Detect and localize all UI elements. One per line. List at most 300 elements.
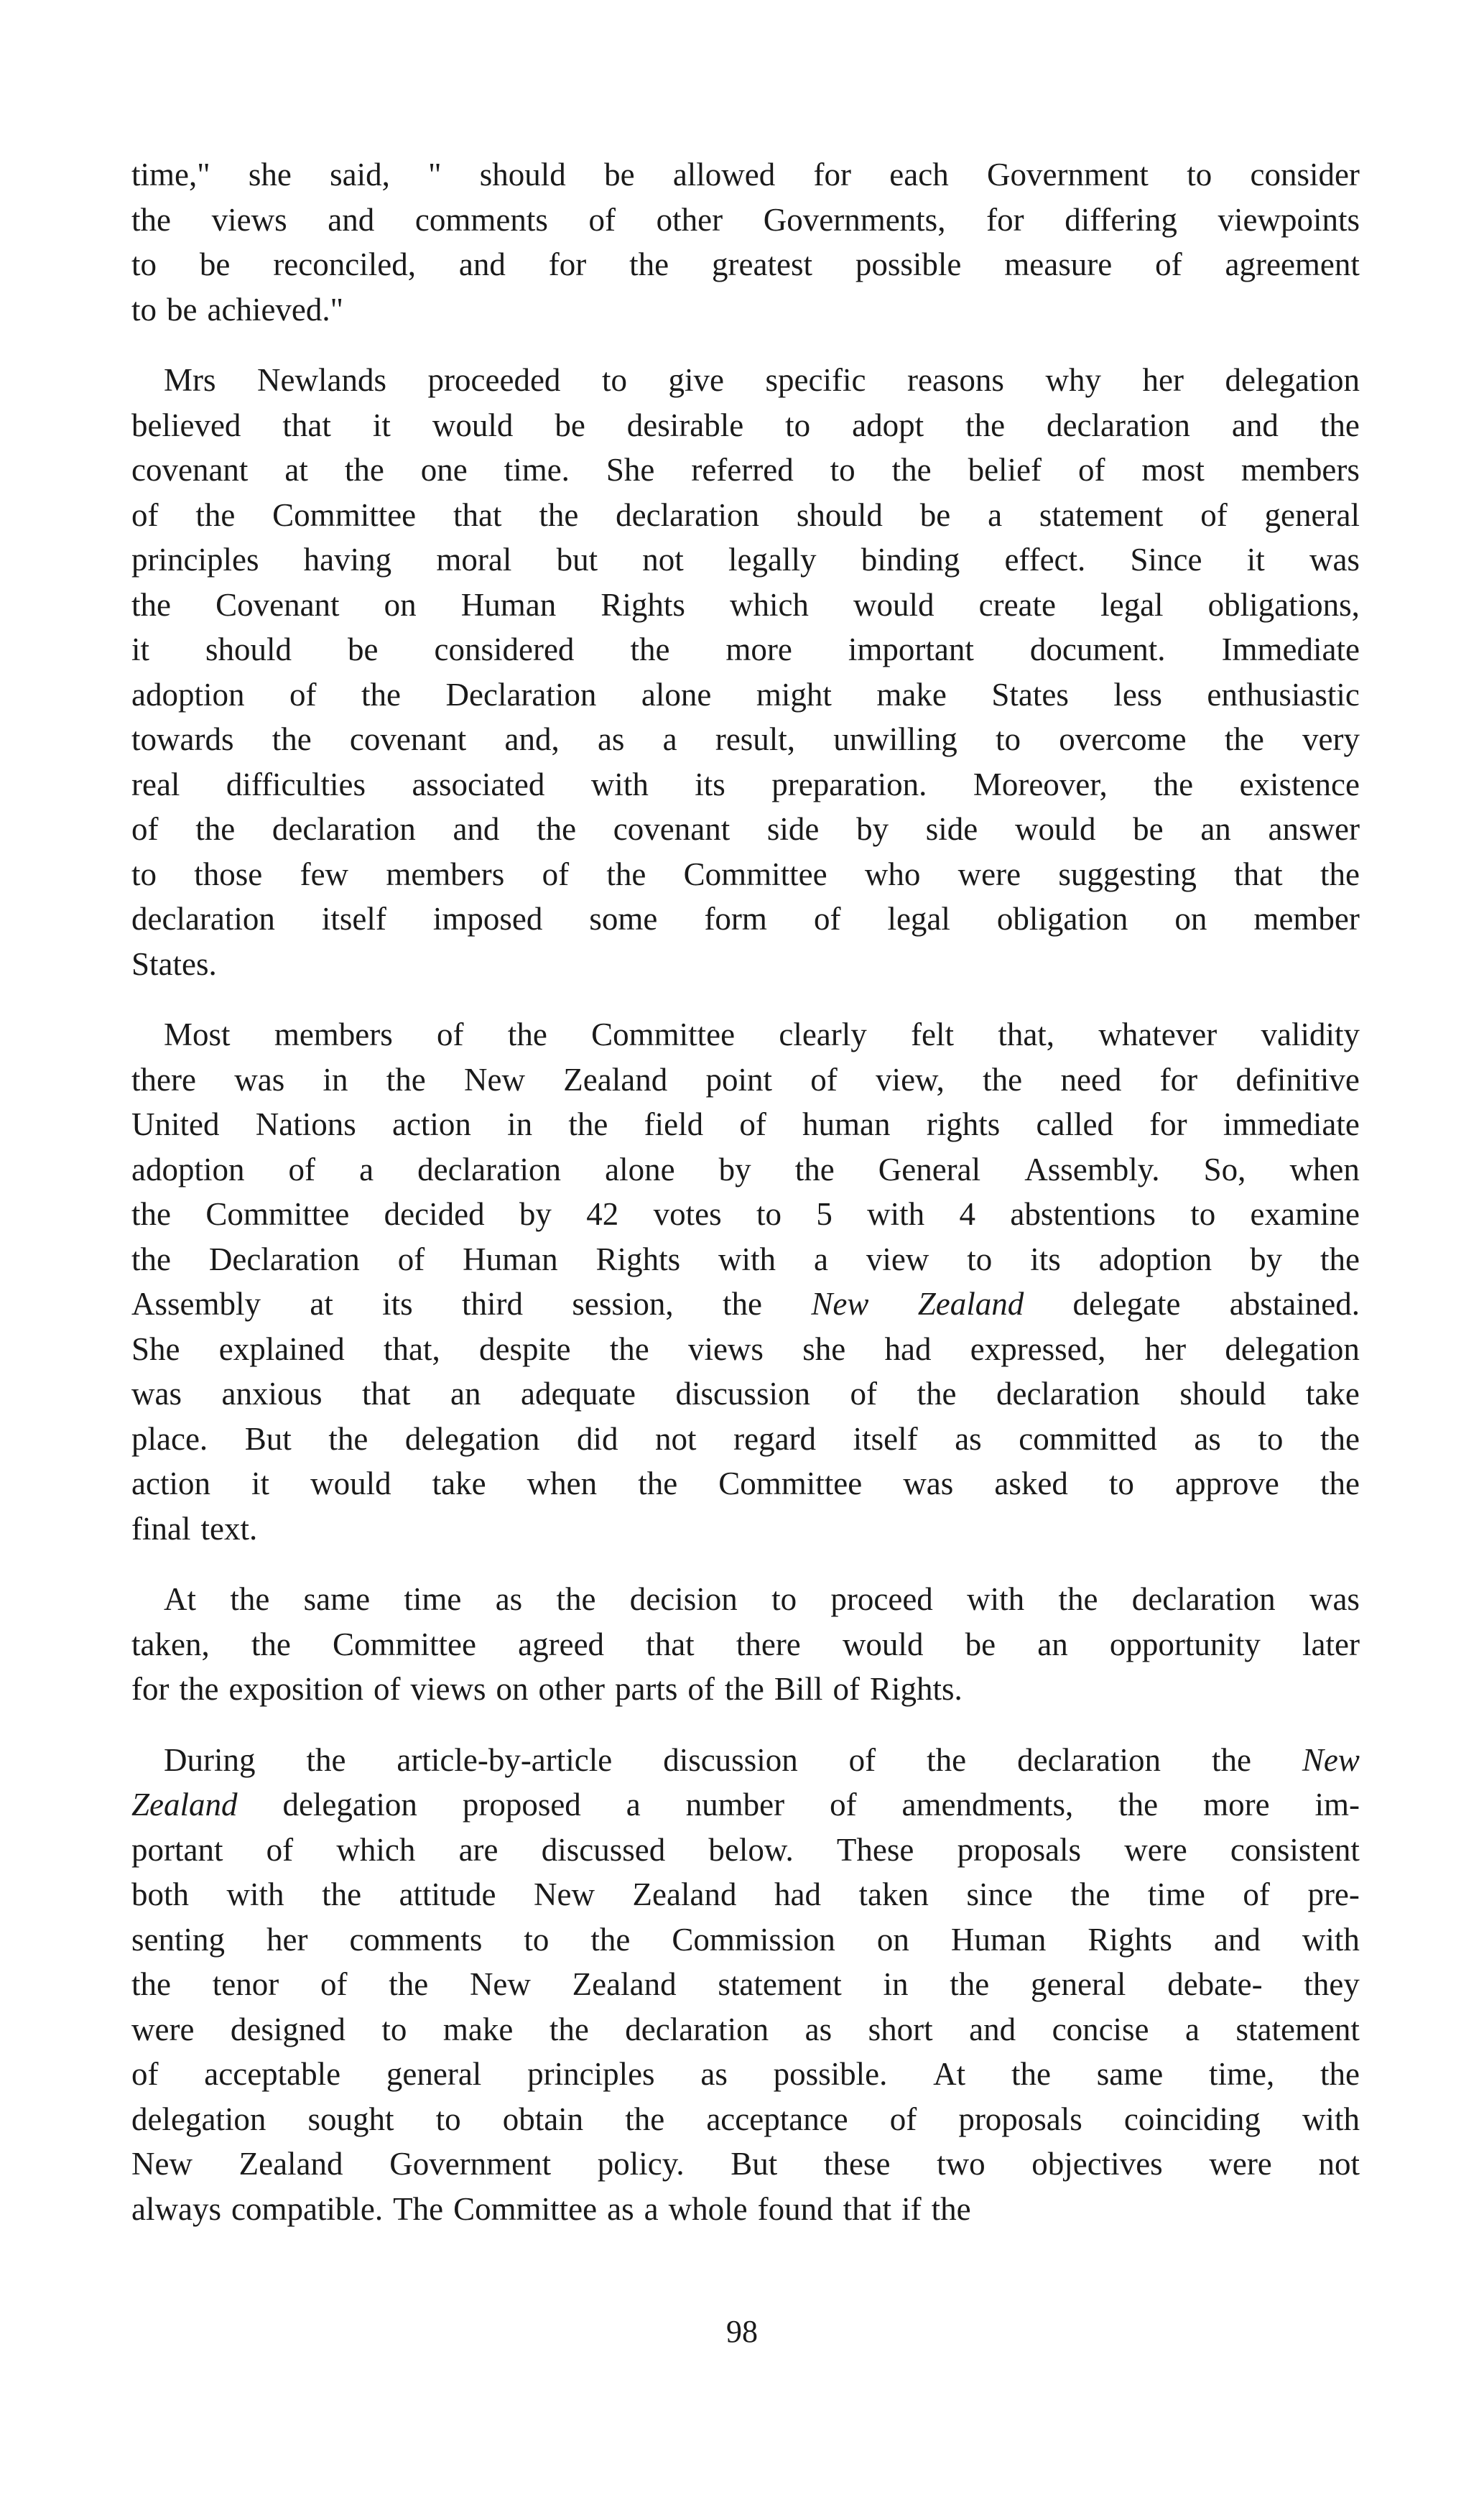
word: the [1118, 1787, 1159, 1823]
word: of [833, 1671, 860, 1707]
word: her [1144, 1330, 1187, 1367]
word: United [131, 1106, 220, 1142]
word: short [868, 2011, 933, 2047]
word: the [179, 1671, 219, 1707]
word: These [836, 1831, 914, 1868]
word: to [830, 452, 855, 488]
word: final [131, 1510, 191, 1547]
word: be [348, 631, 379, 667]
word: there [736, 1626, 801, 1662]
word: decided [384, 1196, 485, 1232]
word: as [700, 2056, 728, 2092]
text-line [131, 1962, 1360, 2007]
word: its [382, 1286, 413, 1322]
word: alone [605, 1151, 675, 1187]
word: by [718, 1151, 751, 1187]
word: of [1077, 452, 1105, 488]
word: on [876, 1921, 909, 1958]
word: New [469, 1966, 531, 2002]
word: by [856, 811, 889, 847]
text-line [131, 807, 1360, 852]
word: statement [1235, 2011, 1360, 2047]
word: make [442, 2011, 514, 2047]
word: these [823, 2146, 891, 2182]
word: a [1185, 2011, 1200, 2047]
word: of [542, 856, 570, 892]
word: if [901, 2190, 922, 2227]
word: which [336, 1831, 416, 1868]
word: She [606, 452, 655, 488]
word: suggesting [1058, 856, 1197, 892]
word: allowed [672, 157, 776, 193]
word: specific [765, 362, 866, 398]
word: the [965, 407, 1006, 443]
text-line [131, 1738, 1360, 1783]
word: Since [1130, 542, 1202, 578]
text-line [131, 152, 1360, 198]
word: preparation. [771, 766, 927, 802]
word: unwilling [833, 721, 957, 757]
word: proposed [462, 1787, 581, 1823]
word: the [131, 1196, 171, 1232]
word: Most [164, 1017, 231, 1052]
word: to [1258, 1420, 1284, 1457]
word: declaration [625, 2011, 769, 2047]
word: said, [330, 157, 390, 193]
word: Government [986, 157, 1149, 193]
word: the [1211, 1741, 1251, 1778]
word: binding [861, 542, 960, 578]
word: a [662, 721, 677, 757]
word: adoption [131, 676, 245, 713]
word: Newlands [257, 362, 387, 398]
word: covenant [613, 811, 731, 847]
word: as [804, 2011, 833, 2047]
word: discussion [675, 1376, 810, 1412]
word: consistent [1230, 1831, 1360, 1868]
word: as [607, 2190, 634, 2227]
word: 5 [816, 1196, 833, 1232]
word: take [1305, 1376, 1360, 1412]
word: were [957, 856, 1021, 892]
word: portant [131, 1831, 223, 1868]
word: itself [853, 1420, 918, 1457]
word: tenor [212, 1966, 279, 2002]
word: the [537, 811, 577, 847]
word: concise [1052, 2011, 1149, 2047]
word: New [464, 1061, 526, 1098]
word: legal [887, 901, 950, 937]
word: New [534, 1876, 595, 1912]
word: the [195, 496, 236, 533]
word: an [1200, 811, 1231, 847]
text-line [131, 2141, 1360, 2187]
word: the [638, 1466, 678, 1501]
word: would [432, 407, 514, 443]
paragraph [131, 358, 1360, 986]
word: side [925, 811, 978, 847]
word: should [479, 157, 566, 193]
word: difficulties [226, 766, 366, 802]
word: moral [436, 542, 512, 578]
word: her [266, 1921, 308, 1958]
word: approve [1174, 1466, 1279, 1501]
word: rights [926, 1106, 1001, 1142]
word: to [524, 1921, 549, 1958]
word: they [1304, 1966, 1360, 2002]
word: for [1159, 1061, 1198, 1098]
word: a [359, 1151, 374, 1187]
word: one [420, 452, 468, 488]
word: to [131, 291, 157, 328]
word: to [131, 856, 157, 892]
word: sought [307, 2101, 394, 2137]
word: take [432, 1466, 486, 1501]
word: an [450, 1376, 481, 1412]
word: possible. [773, 2056, 888, 2092]
word: it [372, 407, 391, 443]
word: be [555, 407, 585, 443]
word: on [496, 1671, 529, 1707]
word: to [995, 721, 1021, 757]
word: as [1194, 1420, 1221, 1457]
word: was [903, 1466, 954, 1501]
word: of [131, 2056, 159, 2092]
word: time," [131, 157, 210, 193]
word: the [344, 452, 384, 488]
word: were [131, 2011, 195, 2047]
word: im- [1314, 1787, 1360, 1823]
word: an [1037, 1626, 1068, 1662]
word: to [131, 246, 157, 282]
text-line [131, 403, 1360, 448]
word [1302, 1738, 1360, 1783]
word: a [988, 496, 1003, 533]
word: two [937, 2146, 986, 2182]
word: declaration [1017, 1741, 1161, 1778]
word: most [1141, 452, 1205, 488]
word: with [1302, 2101, 1360, 2137]
word: discussion [663, 1741, 798, 1778]
word: with [590, 766, 649, 802]
word: Moreover, [973, 766, 1108, 802]
word: with [226, 1876, 284, 1912]
text-line [131, 627, 1360, 672]
word: Covenant [215, 586, 340, 623]
word: adoption [1098, 1241, 1212, 1277]
word [131, 1782, 238, 1828]
word: the [1320, 1420, 1360, 1457]
word: votes [653, 1196, 722, 1232]
word: the [625, 2101, 665, 2137]
word: At [933, 2056, 966, 2092]
word: more [1203, 1787, 1270, 1823]
word: the [1320, 2056, 1360, 2092]
word: the [917, 1376, 957, 1412]
text-line [131, 1147, 1360, 1193]
text-line [131, 2052, 1360, 2097]
text-line [131, 448, 1360, 493]
text-line [131, 1577, 1360, 1622]
word: delegation [282, 1787, 417, 1823]
word: proceeded [427, 362, 561, 398]
word: New [131, 2146, 193, 2182]
word: not [642, 542, 684, 578]
text-line [131, 1237, 1360, 1282]
word: abstentions [1010, 1196, 1156, 1232]
word: would [853, 586, 935, 623]
text-line [131, 2007, 1360, 2052]
word: comments [349, 1921, 483, 1958]
word: Human [950, 1921, 1047, 1958]
text-line [131, 1506, 1360, 1552]
word: the [629, 246, 669, 282]
text-line [131, 287, 1360, 333]
word: policy. [597, 2146, 685, 2182]
word: declaration [1131, 1581, 1276, 1617]
word: give [668, 362, 724, 398]
word: taken [858, 1876, 929, 1912]
word: obtain [502, 2101, 584, 2137]
word: delegation [404, 1420, 540, 1457]
word: very [1302, 721, 1360, 757]
word: the [361, 676, 401, 713]
word: of [830, 1787, 857, 1823]
word: differing [1065, 201, 1177, 238]
word: Committee [591, 1017, 736, 1052]
word: field [644, 1106, 704, 1142]
word: to [435, 2101, 461, 2137]
word: a [813, 1241, 828, 1277]
document-body [131, 152, 1360, 2257]
word: decision [629, 1581, 738, 1617]
word: the [724, 1671, 764, 1707]
word: there [131, 1061, 196, 1098]
word: The [393, 2190, 444, 2227]
word: at [310, 1286, 333, 1322]
word: the [131, 201, 171, 238]
word: time [1147, 1876, 1205, 1912]
word: would [310, 1466, 391, 1501]
text-line [131, 717, 1360, 762]
word: and [1213, 1921, 1261, 1958]
word: called [1036, 1106, 1113, 1142]
word: imposed [432, 901, 543, 937]
text-line [131, 1192, 1360, 1237]
text-line [131, 1012, 1360, 1057]
word: found [757, 2190, 833, 2227]
word: the [507, 1017, 547, 1052]
word: would [1014, 811, 1096, 847]
word: the [195, 811, 236, 847]
word: principles [131, 542, 259, 578]
word: the [1011, 2056, 1051, 2092]
word: was [1309, 542, 1360, 578]
word: of [1243, 1876, 1270, 1912]
text-line [131, 1327, 1360, 1372]
text-line [131, 1461, 1360, 1506]
word: the [322, 1876, 362, 1912]
word: But [731, 2146, 778, 2182]
word: the [630, 631, 670, 667]
word: action [131, 1466, 210, 1501]
word: having [303, 542, 392, 578]
word: document. [1029, 631, 1166, 667]
word: towards [131, 721, 234, 757]
word: of [320, 1966, 348, 2002]
word: comments [414, 201, 548, 238]
word: amendments, [901, 1787, 1074, 1823]
word: Governments, [763, 201, 946, 238]
word: article-by-article [396, 1741, 613, 1778]
word: a [644, 2190, 659, 2227]
word: the [1154, 766, 1194, 802]
word: explained [218, 1330, 345, 1367]
word: for [131, 1671, 170, 1707]
word: on [384, 586, 417, 623]
word: that [646, 1626, 695, 1662]
word: later [1302, 1626, 1360, 1662]
word: to [771, 1581, 797, 1617]
word: reconciled, [273, 246, 416, 282]
word: less [1113, 676, 1162, 713]
paragraph [131, 152, 1360, 332]
word: the [1058, 1581, 1098, 1617]
text-line [131, 1371, 1360, 1417]
word [918, 1282, 1024, 1327]
word: validity [1261, 1017, 1360, 1052]
word: be [604, 157, 635, 193]
word: She [131, 1330, 180, 1367]
word: need [1060, 1061, 1122, 1098]
word: clearly [779, 1017, 867, 1052]
word: declaration [1047, 407, 1190, 443]
word: Immediate [1221, 631, 1360, 667]
word: examine [1250, 1196, 1360, 1232]
word: who [864, 856, 921, 892]
word: more [725, 631, 792, 667]
word: delegate [1072, 1286, 1181, 1322]
word: by [1250, 1241, 1283, 1277]
text-line [131, 1667, 1360, 1712]
word: of [889, 2101, 917, 2137]
word: of [848, 1741, 876, 1778]
text-line [131, 762, 1360, 807]
word: few [300, 856, 349, 892]
word: the [983, 1061, 1023, 1098]
word: Mrs [164, 362, 216, 398]
word: Committee [453, 2190, 598, 2227]
word: General [878, 1151, 981, 1187]
word: the [389, 1966, 429, 2002]
word: text. [200, 1510, 258, 1547]
word: point [705, 1061, 773, 1098]
word: did [576, 1420, 618, 1457]
word: same [303, 1581, 371, 1617]
word: asked [994, 1466, 1068, 1501]
word: obligation [996, 901, 1128, 937]
word: the [590, 1921, 631, 1958]
word: proposals [958, 2101, 1082, 2137]
word: with [967, 1581, 1025, 1617]
word: some [589, 901, 658, 937]
word: should [1179, 1376, 1266, 1412]
word: Rights. [869, 1671, 963, 1707]
word: that [843, 2190, 892, 2227]
word: legal [1100, 586, 1164, 623]
word: she [802, 1330, 846, 1367]
word: believed [131, 407, 241, 443]
word: the [1320, 407, 1360, 443]
word: to [601, 362, 627, 398]
word: possible [855, 246, 962, 282]
word: debate- [1167, 1966, 1263, 2002]
word: not [655, 1420, 697, 1457]
text-line [131, 1057, 1360, 1103]
text-line [131, 1917, 1360, 1963]
word: create [978, 586, 1057, 623]
word: those [194, 856, 263, 892]
word: since [966, 1876, 1033, 1912]
text-line [131, 1102, 1360, 1147]
italic-text: New [811, 1286, 869, 1322]
word: which [729, 586, 809, 623]
word: the [131, 1966, 171, 2002]
word: the [539, 496, 579, 533]
word: third [462, 1286, 524, 1322]
word: that [1234, 856, 1283, 892]
text-line [131, 2097, 1360, 2142]
word: by [519, 1196, 552, 1232]
word: the [931, 2190, 971, 2227]
text-line [131, 1282, 1360, 1327]
word: Declaration [208, 1241, 360, 1277]
word: declaration [616, 496, 760, 533]
word: be [199, 246, 231, 282]
word: of [1200, 496, 1228, 533]
word: views [211, 201, 287, 238]
word: views [410, 1671, 486, 1707]
word: of [373, 1671, 401, 1707]
word: agreed [518, 1626, 605, 1662]
word: be [919, 496, 951, 533]
word: it [131, 631, 150, 667]
word: to [756, 1196, 782, 1232]
word: action [391, 1106, 471, 1142]
word: and, [504, 721, 560, 757]
word: she [248, 157, 292, 193]
word: Zealand [238, 2146, 343, 2182]
italic-text: Zealand [131, 1787, 238, 1823]
word: but [556, 542, 598, 578]
word: States [991, 676, 1069, 713]
word: time, [1208, 2056, 1275, 2092]
word: Zealand [632, 1876, 737, 1912]
word: as [955, 1420, 982, 1457]
word: when [1289, 1151, 1360, 1187]
word: 42 [586, 1196, 619, 1232]
word: the [1070, 1876, 1110, 1912]
word: alone [641, 676, 712, 713]
word: compatible. [231, 2190, 384, 2227]
word: Committee [272, 496, 417, 533]
word: Rights [600, 586, 685, 623]
word: with [718, 1241, 776, 1277]
word: of [1155, 246, 1182, 282]
text-line [131, 358, 1360, 403]
text-line [131, 942, 1360, 987]
word: 4 [959, 1196, 976, 1232]
